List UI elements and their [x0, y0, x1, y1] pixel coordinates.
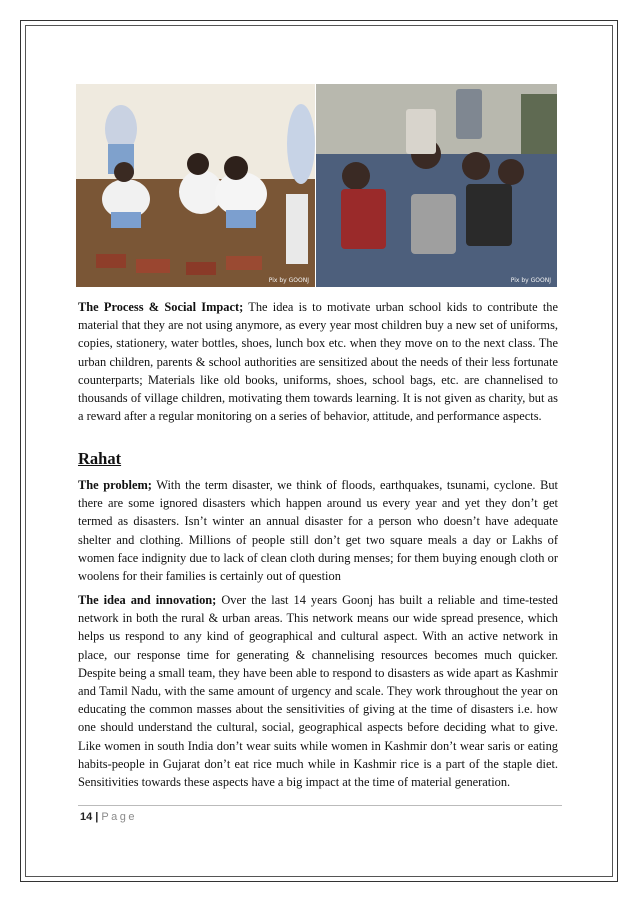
problem-label: The problem;: [78, 478, 152, 492]
page-footer: [80, 811, 137, 823]
photo-credit: Pix by GOONJ: [268, 277, 309, 284]
section-heading-rahat: Rahat: [78, 449, 122, 468]
footer-separator: |: [95, 811, 99, 823]
process-label: The Process & Social Impact;: [78, 300, 244, 314]
innovation-body: Over the last 14 years Goonj has built a reliable and time-tested network in both the rural & urban areas. This network means our wide spread presence, which helps us respond to any kind of geographical and cultural aspect. With an active network in place, our response time for generating & channelising resources becomes much quicker. Despite being a small team, they have been able to respond to disasters as wide apart as Kashmir and Tamil Nadu, with the same amount of urgency and scale. They work throughout the year on educating the common masses about the sensitivities of giving at the time of disasters i.e. how one should understand the cultural, social, geographical aspects before deciding what to give. Like women in south India don’t wear suits while women in Kashmir don’t wear saris or eating habits-people in Gujarat don’t eat rice much while in Kashmir rice is a part of the staple diet. Sensitivities towards these aspects have a big impact at the time of material generation.: [78, 593, 558, 790]
footer-divider: [78, 805, 562, 806]
photo-children-planting: [76, 84, 315, 287]
problem-paragraph: [78, 476, 558, 585]
problem-body: With the term disaster, we think of floods, earthquakes, tsunami, cyclone. But there are some ignored disasters which happen around us every year and yet they don’t get termed as disasters. Isn’t winter an annual disaster for a person who doesn’t have adequate shelter and clothing. Millions of people still don’t get two square meals a day or Lakhs of women face indignity due to lack of clean cloth during menses; for them buying enough cloth or woolens for their families is certainly out of question: [78, 478, 558, 584]
process-body: The idea is to motivate urban school kids to contribute the material that they are not using anymore, as every year most children buy a new set of uniforms, copies, stationery, water bottles, shoes, lunch box etc. when they move on to the next class. The urban children, parents & school authorities are sensitized about the needs of their less fortunate counterparts; Materials like old books, uniforms, shoes, school bags, etc. are channelised to thousands of village children, motivating them towards learning. It is not given as charity, but as a reward after a regular monitoring on a series of behavior, attitude, and performance aspects.: [78, 300, 558, 424]
page-number: 14: [80, 811, 93, 823]
page-word: Page: [101, 811, 138, 823]
process-paragraph: [78, 298, 558, 425]
innovation-paragraph: [78, 591, 558, 791]
photo-children-school-bags: [316, 84, 557, 287]
photo-credit: Pix by GOONJ: [510, 277, 551, 284]
innovation-label: The idea and innovation;: [78, 593, 217, 607]
